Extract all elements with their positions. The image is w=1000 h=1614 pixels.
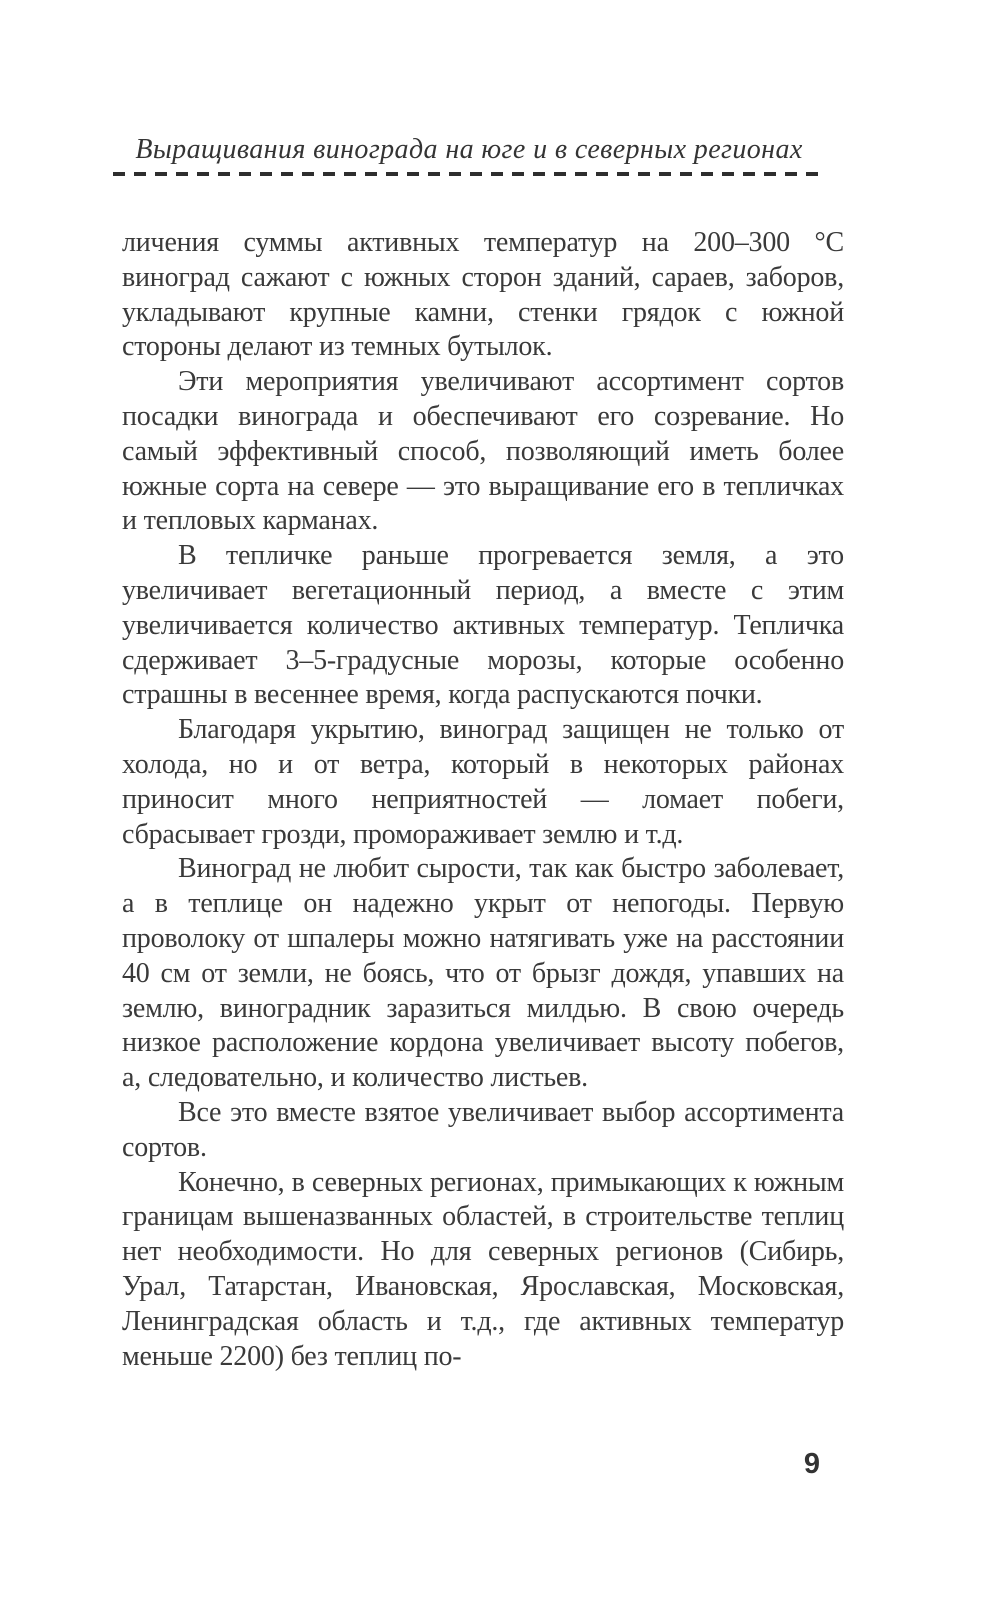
paragraph: В тепличке раньше прогревается земля, а это увеличивает вегетационный период, а вместе с этим увеличивается количество активных температур. Тепличка сдерживает 3–5-градусные морозы, которые особенно страшны в весеннее время, когда распускаются почки. — [122, 540, 844, 711]
running-header — [113, 134, 825, 176]
paragraph: Конечно, в северных регионах, примыкающих к южным границам вышеназванных областей, в строительстве теплиц нет необходимости. Но для северных регионов (Сибирь, Урал, Татарстан, Ивановская, Ярославская, Московская, Ленинградская область и т.д., где активных температур меньше 2200) без теплиц по- — [122, 1166, 844, 1372]
running-header-title: Выращивания винограда на юге и в северных регионах — [135, 134, 803, 165]
dashed-rule — [113, 172, 825, 176]
paragraph: Благодаря укрытию, виноград защищен не только от холода, но и от ветра, который в некоторых районах приносит много неприятностей — ломает побеги, сбрасывает грозди, промораживает землю и т.д. — [122, 714, 844, 850]
body-text — [122, 226, 844, 1374]
paragraph: личения суммы активных температур на 200–300 °С виноград сажают с южных сторон зданий, сараев, заборов, укладывают крупные камни, стенки грядок с южной стороны делают из темных бутылок. — [122, 227, 844, 363]
page-number: 9 — [803, 1448, 821, 1480]
paragraph: Виноград не любит сырости, так как быстро заболевает, а в теплице он надежно укрыт от непогоды. Первую проволоку от шпалеры можно натягивать уже на расстоянии 40 см от земли, не боясь, что от брызг дождя, упавших на землю, виноградник заразиться милдью. В свою очередь низкое расположение кордона увеличивает высоту побегов, а, следовательно, и количество листьев. — [122, 853, 844, 1094]
paragraph: Эти мероприятия увеличивают ассортимент сортов посадки винограда и обеспечивают его созревание. Но самый эффективный способ, позволяющий иметь более южные сорта на севере — это выращивание его в тепличках и тепловых карманах. — [122, 366, 844, 537]
paragraph: Все это вместе взятое увеличивает выбор ассортимента сортов. — [122, 1096, 844, 1163]
